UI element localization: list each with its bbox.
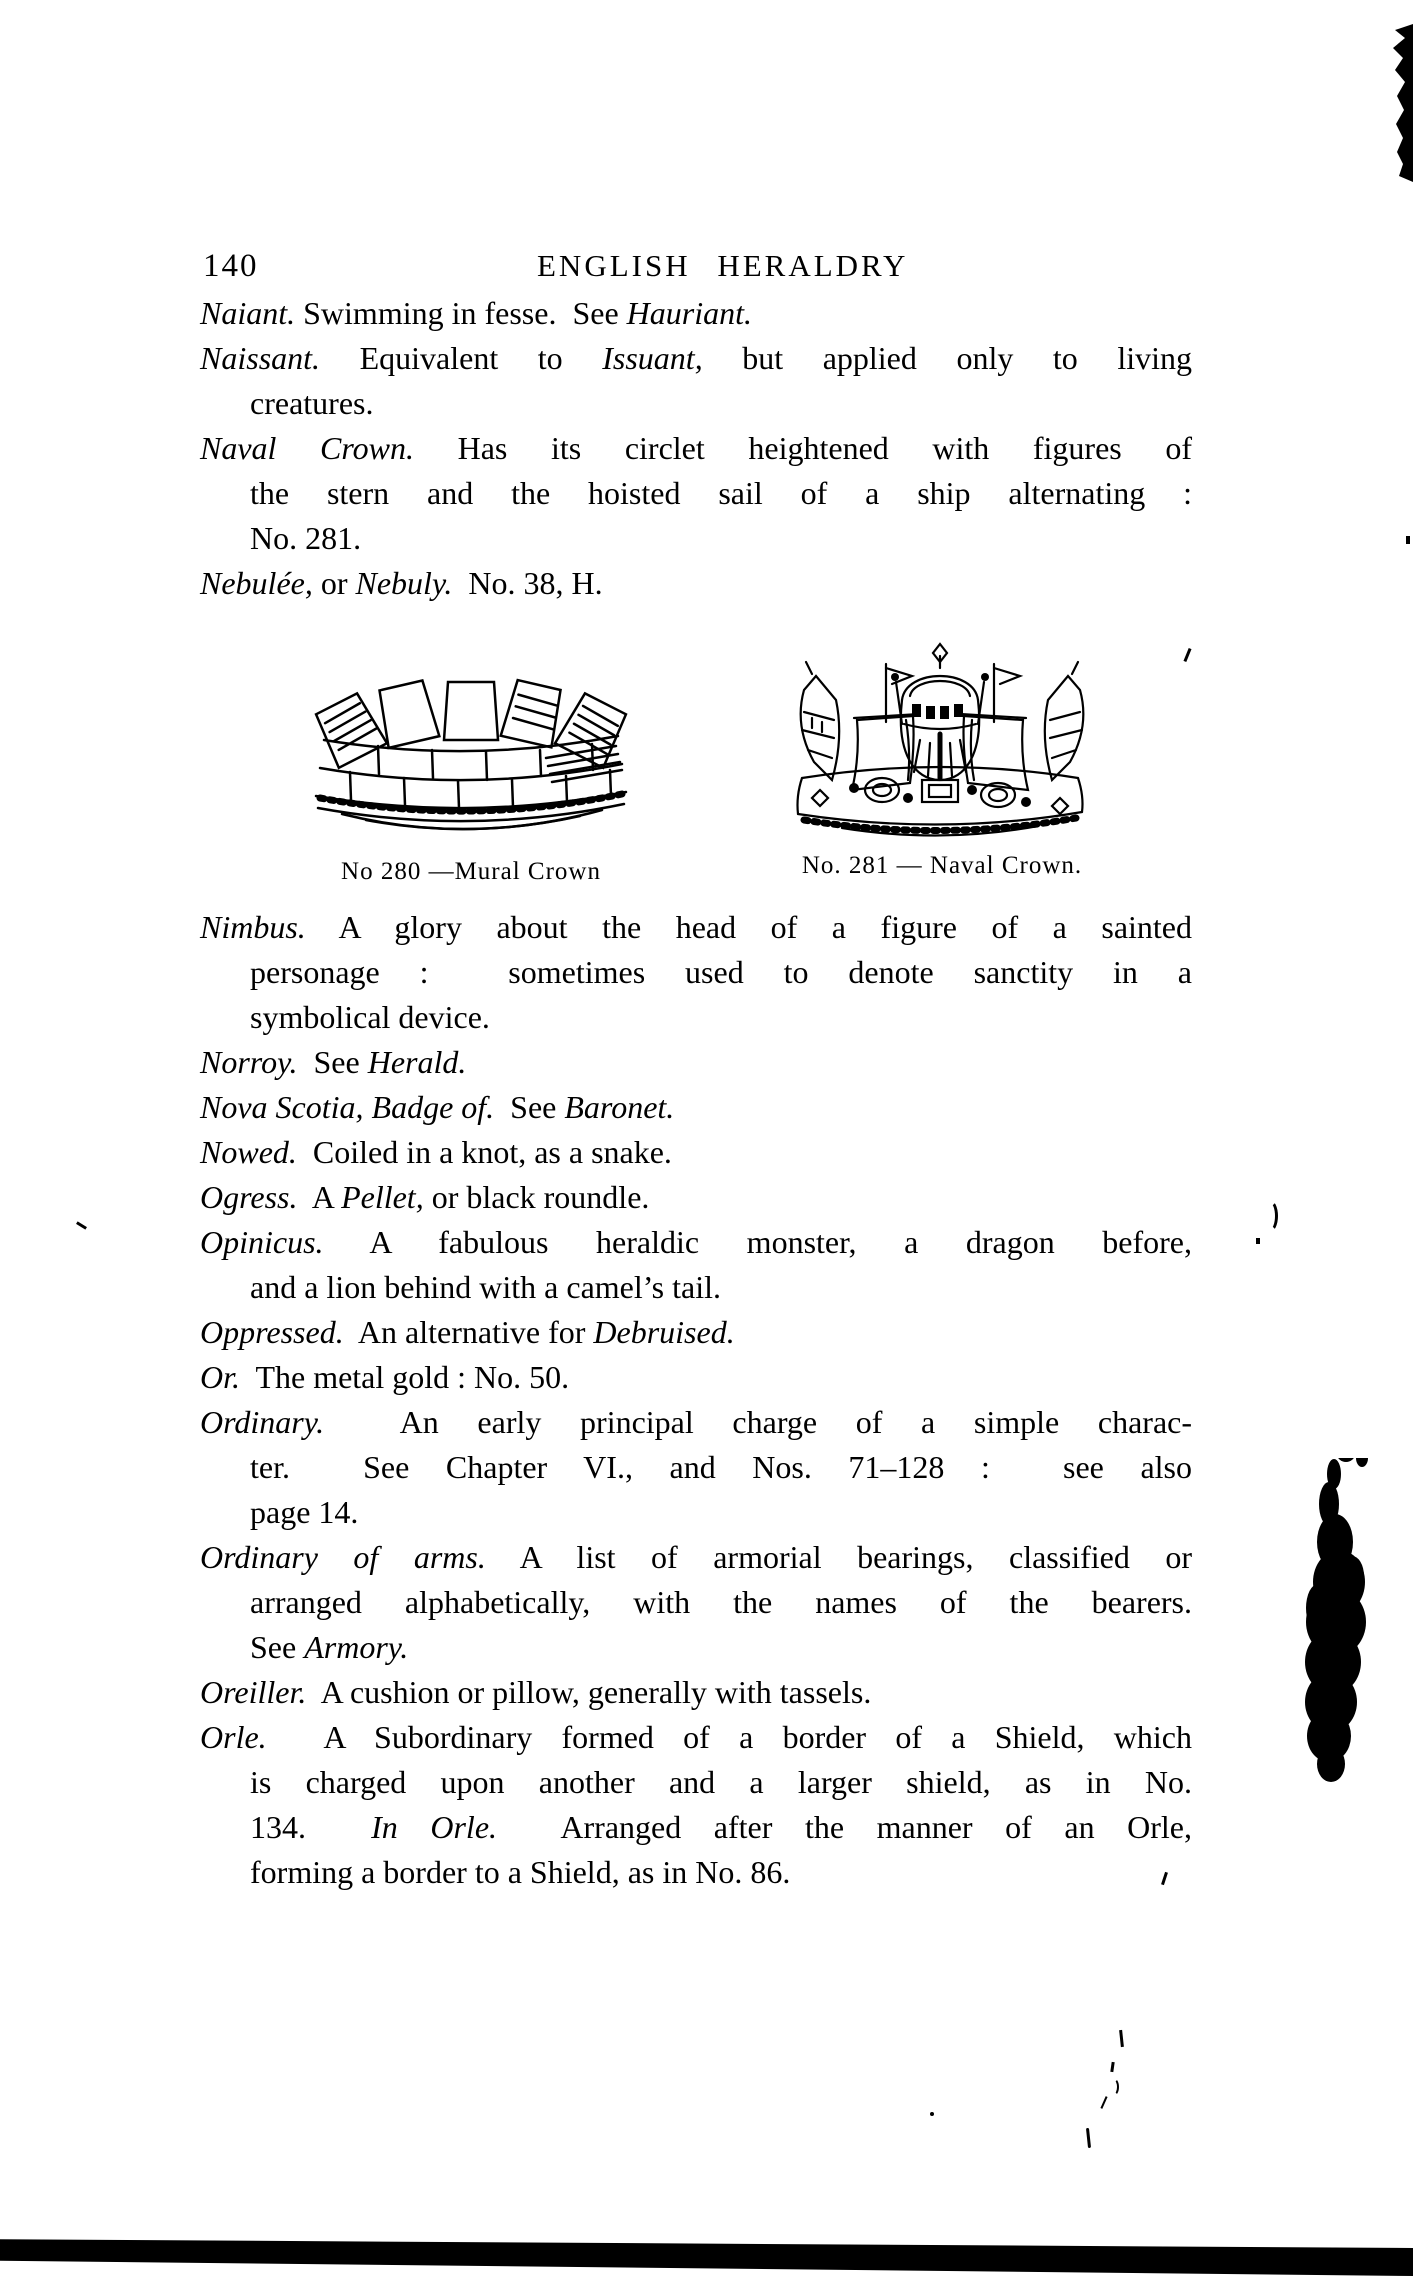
text-segment: Opinicus. [200,1224,324,1260]
text-segment: Nimbus. [200,909,306,945]
text-line [200,1850,1192,1895]
text-segment: Oreiller. [200,1674,307,1710]
text-segment: The metal gold : No. 50. [240,1359,570,1395]
text-segment: personage : sometimes used to denote sanctity in a [250,954,1192,990]
text-segment: is charged upon another and a larger shield, as in No. [250,1764,1192,1800]
text-segment: ter. See Chapter VI., and Nos. 71–128 : see also [250,1449,1192,1485]
text-segment: and a lion behind with a camel’s tail. [250,1269,721,1305]
text-segment: page 14. [250,1494,359,1530]
text-segment: Nova Scotia, Badge of. [200,1089,495,1125]
text-segment: Issuant, [602,340,703,376]
text-segment: See [250,1629,305,1665]
text-line [200,1760,1192,1805]
text-segment: A glory about the head of a figure of a sainted [305,909,1192,945]
scan-bar-bottom [0,2236,1413,2276]
text-segment: 134. [250,1809,372,1845]
text-segment: or [312,565,356,601]
ink-speck [930,2112,934,2116]
text-segment: symbolical device. [250,999,490,1035]
text-segment: forming a border to a Shield, as in No. 86. [250,1854,791,1890]
ink-speck [1119,2030,1124,2047]
text-line [200,1490,1192,1535]
mural-crown-figure [296,668,646,886]
text-segment: A list of armorial bearings, classified or [485,1539,1193,1575]
text-segment: See [297,1044,368,1080]
text-segment: Nebuly. [355,565,453,601]
figure-caption: No. 281 — Naval Crown. [801,852,1083,879]
text-line [200,1580,1192,1625]
naval-crown-figure [782,628,1102,880]
ink-speck [1100,2096,1107,2109]
ink-speck [1256,1238,1260,1244]
text-line [200,1355,1192,1400]
page-header [0,248,1413,296]
ink-speck [1086,2128,1091,2148]
text-segment: Debruised. [593,1314,735,1350]
text-line [200,1265,1192,1310]
mural-crown-image [296,668,646,846]
figure-caption: No 280 —Mural Crown [341,858,601,885]
page-title: ENGLISH HERALDRY [537,248,909,283]
text-segment: arranged alphabetically, with the names of the bearers. [250,1584,1192,1620]
text-line [200,1445,1192,1490]
text-line [200,426,1192,471]
text-segment: Ogress. [200,1179,298,1215]
glossary-text-bottom [200,905,1192,1895]
text-line [200,950,1192,995]
text-segment: Swimming in fesse. See [295,295,627,331]
text-segment: A fabulous heraldic monster, a dragon before, [323,1224,1192,1260]
text-line [200,1670,1192,1715]
ink-smudge-top-right [1391,24,1413,184]
text-segment: Armory. [304,1629,409,1665]
ink-blob-right [1290,1458,1386,1788]
text-segment: Coiled in a knot, as a snake. [296,1134,672,1170]
text-line [200,381,1192,426]
text-segment: Hauriant. [626,295,752,331]
text-segment: An alternative for [343,1314,594,1350]
ink-speck [1183,648,1191,662]
text-segment: A Subordinary formed of a border of a Shield, which [266,1719,1192,1755]
text-line [200,1220,1192,1265]
text-segment: Naval Crown. [200,430,414,466]
page-number: 140 [203,248,259,284]
text-segment: A cushion or pillow, generally with tassels. [306,1674,872,1710]
text-segment: Nebulée, [200,565,313,601]
text-segment: Naissant. [200,340,321,376]
text-segment: No. 281. [250,520,362,556]
text-line [200,1040,1192,1085]
ink-speck [1110,2062,1114,2072]
text-line [200,1175,1192,1220]
text-segment: Baronet. [564,1089,675,1125]
text-segment: See [494,1089,565,1125]
text-segment: In Orle. [371,1809,498,1845]
text-segment: A [297,1179,342,1215]
text-line [200,995,1192,1040]
text-segment: Orle. [200,1719,267,1755]
text-segment: or black roundle. [423,1179,650,1215]
text-segment: Ordinary. [200,1404,325,1440]
text-line [200,1715,1192,1760]
text-segment: Pellet, [341,1179,424,1215]
text-segment: Equivalent to [320,340,603,376]
text-segment: Has its circlet heightened with figures of [414,430,1192,466]
text-segment: Or. [200,1359,241,1395]
naval-crown-image [782,628,1102,846]
text-segment: Herald. [367,1044,467,1080]
ink-speck [76,1221,87,1229]
text-segment: creatures. [250,385,374,421]
text-line [200,1130,1192,1175]
text-line [200,1805,1192,1850]
text-segment: but applied only to living [702,340,1193,376]
text-line [200,1400,1192,1445]
text-line [200,1535,1192,1580]
text-segment: the stern and the hoisted sail of a ship alternating : [250,475,1192,511]
ink-speck [1406,536,1410,544]
text-line [200,561,1192,606]
ink-speck [1108,2078,1119,2096]
text-segment: An early principal charge of a simple charac- [324,1404,1192,1440]
text-segment: Arranged after the manner of an Orle, [497,1809,1193,1845]
text-line [200,291,1192,336]
text-segment: No. 38, H. [452,565,603,601]
text-line [200,336,1192,381]
text-segment: Ordinary of arms. [200,1539,486,1575]
glossary-text-top [200,291,1192,606]
text-line [200,905,1192,950]
text-segment: Naiant. [200,295,296,331]
text-line [200,1625,1192,1670]
text-segment: Nowed. [200,1134,297,1170]
text-line [200,471,1192,516]
text-line [200,1085,1192,1130]
text-segment: Oppressed. [200,1314,344,1350]
text-line [200,516,1192,561]
ink-speck [1262,1200,1278,1232]
text-segment: Norroy. [200,1044,298,1080]
text-line [200,1310,1192,1355]
